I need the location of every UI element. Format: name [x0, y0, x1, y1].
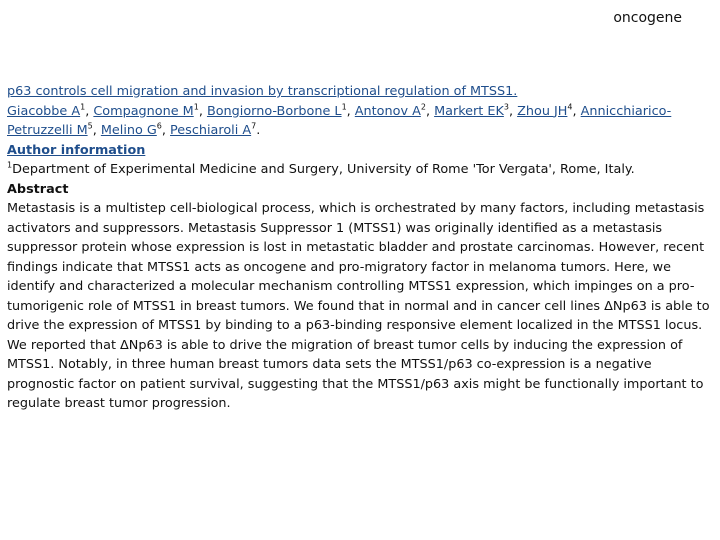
abstract-heading: Abstract: [7, 181, 69, 197]
affiliation-ref: 1: [80, 102, 86, 112]
author-link[interactable]: Annicchiarico-Petruzzelli M: [7, 103, 672, 138]
affiliation-ref: 1: [341, 102, 347, 112]
affiliation-ref: 6: [156, 121, 162, 131]
affiliation-text: Department of Experimental Medicine and Surgery, University of Rome 'Tor Vergata', Rome, Italy.: [12, 162, 635, 177]
article-title-link[interactable]: p63 controls cell migration and invasion by transcriptional regulation of MTSS1.: [7, 84, 518, 99]
affiliation-number: 1: [7, 160, 13, 170]
affiliation-ref: 1: [193, 102, 199, 112]
affiliation: [7, 160, 712, 180]
keyword-tag: oncogene: [613, 10, 682, 26]
abstract-text: Metastasis is a multistep cell-biological process, which is orchestrated by many factors, including metastasis activators and suppressors. Metastasis Suppressor 1 (MTSS1) was originally identified as a metastasis suppressor protein whose expression is lost in metastatic bladder and prostate carcinomas. However, recent findings indicate that MTSS1 acts as oncogene and pro-migratory factor in melanoma tumors. Here, we identify and characterized a molecular mechanism controlling MTSS1 expression, which impinges on a pro-tumorigenic role of MTSS1 in breast tumors. We found that in normal and in cancer cell lines ΔNp63 is able to drive the expression of MTSS1 by binding to a p63-binding responsive element localized in the MTSS1 locus. We reported that ΔNp63 is able to drive the migration of breast tumor cells by inducing the expression of MTSS1. Notably, in three human breast tumors data sets the MTSS1/p63 co-expression is a negative prognostic factor on patient survival, suggesting that the MTSS1/p63 axis might be functionally important to regulate breast tumor progression.: [7, 201, 710, 411]
affiliation-ref: 7: [251, 121, 257, 131]
author-link[interactable]: Compagnone M: [93, 103, 194, 119]
author-link[interactable]: Peschiaroli A: [170, 123, 252, 138]
author-link[interactable]: Zhou JH: [517, 103, 568, 119]
affiliation-ref: 5: [87, 121, 93, 131]
author-link[interactable]: Giacobbe A: [7, 103, 81, 119]
affiliation-ref: 2: [420, 102, 426, 112]
author-link[interactable]: Antonov A: [354, 103, 421, 119]
author-list: Giacobbe $A^1$, Compagnone $M^1$, Bongiorno-Borbone $L^1$, Antonov $A^2$, Markert $EK^3$, Zhou $JH^4$, Annicchiarico-Petruzzelli $M^5$, Melino $G^6$, Peschiaroli $A^7$.: [7, 102, 672, 138]
author-link[interactable]: Melino G: [100, 123, 157, 138]
author-information-link[interactable]: Author information: [7, 142, 146, 158]
author-link[interactable]: Markert EK: [434, 103, 504, 119]
author-link[interactable]: Bongiorno-Borbone L: [206, 103, 342, 119]
affiliation-ref: 3: [503, 102, 509, 112]
article: [7, 82, 712, 414]
affiliation-ref: 4: [567, 102, 573, 112]
